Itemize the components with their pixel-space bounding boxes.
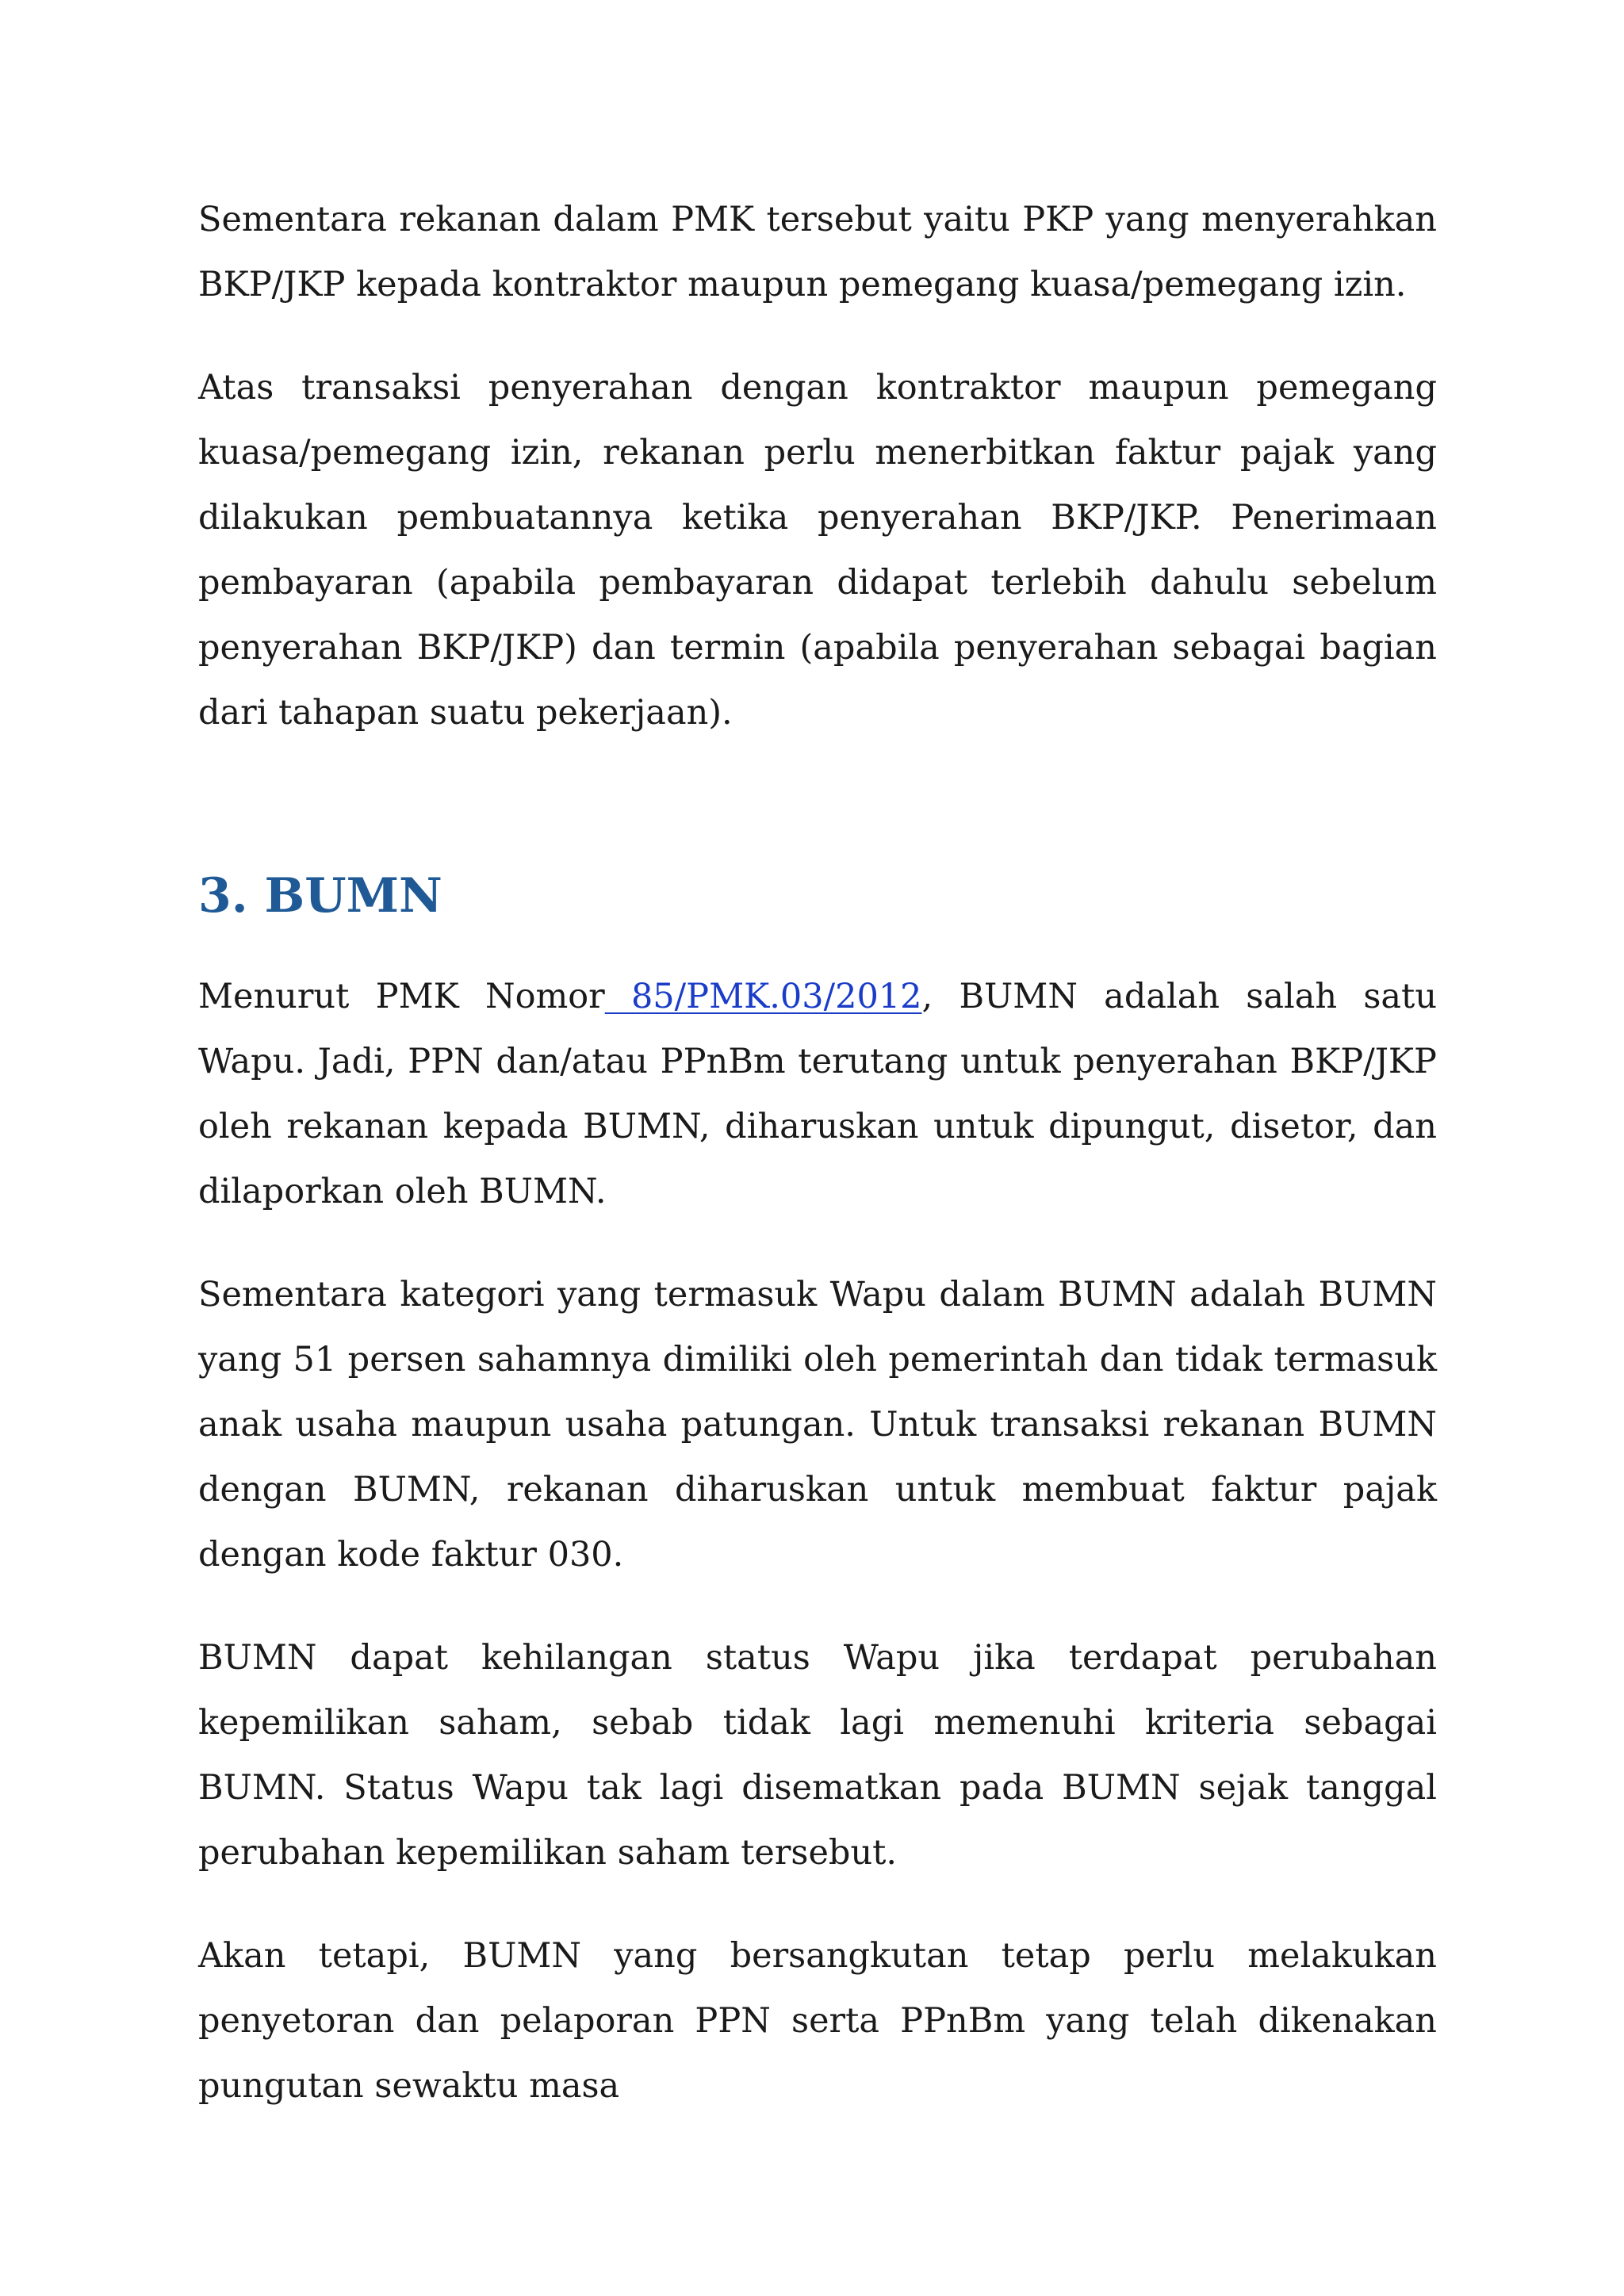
intro-text-before-link: Menurut PMK Nomor [198,977,605,1016]
pmk-regulation-link[interactable]: 85/PMK.03/2012 [604,977,922,1016]
paragraph-wapu-status-loss: BUMN dapat kehilangan status Wapu jika terdapat perubahan kepemilikan saham, sebab tidak lagi memenuhi kriteria sebagai BUMN. Status Wapu tak lagi disematkan pada BUMN sejak tanggal perubahan kepemilikan saham tersebut. [198,1638,1437,1873]
section-heading-bumn: 3. BUMN [198,868,442,924]
paragraph-wapu-category: Sementara kategori yang termasuk Wapu dalam BUMN adalah BUMN yang 51 persen sahamnya dimiliki oleh pemerintah dan tidak termasuk anak usaha maupun usaha patungan. Untuk transaksi rekanan BUMN dengan BUMN, rekanan diharuskan untuk membuat faktur pajak dengan kode faktur 030. [198,1275,1437,1575]
document-body [198,187,1437,2118]
paragraph-rekanan-definition: Sementara rekanan dalam PMK tersebut yaitu PKP yang menyerahkan BKP/JKP kepada kontraktor maupun pemegang kuasa/pemegang izin. [198,200,1437,304]
paragraph-faktur-pajak: Atas transaksi penyerahan dengan kontraktor maupun pemegang kuasa/pemegang izin, rekanan perlu menerbitkan faktur pajak yang dilakukan pembuatannya ketika penyerahan BKP/JKP. Penerimaan pembayaran (apabila pembayaran didapat terlebih dahulu sebelum penyerahan BKP/JKP) dan termin (apabila penyerahan sebagai bagian dari tahapan suatu pekerjaan). [198,368,1437,733]
paragraph-reporting-obligation: Akan tetapi, BUMN yang bersangkutan tetap perlu melakukan penyetoran dan pelaporan PPN serta PPnBm yang telah dikenakan pungutan sewaktu masa [198,1936,1437,2106]
intro-text-after-link: , BUMN adalah salah satu Wapu. Jadi, PPN dan/atau PPnBm terutang untuk penyerahan BKP/JKP oleh rekanan kepada BUMN, diharuskan untuk dipungut, disetor, dan dilaporkan oleh BUMN. [198,977,1438,1211]
paragraph-bumn-intro [198,964,1437,1224]
